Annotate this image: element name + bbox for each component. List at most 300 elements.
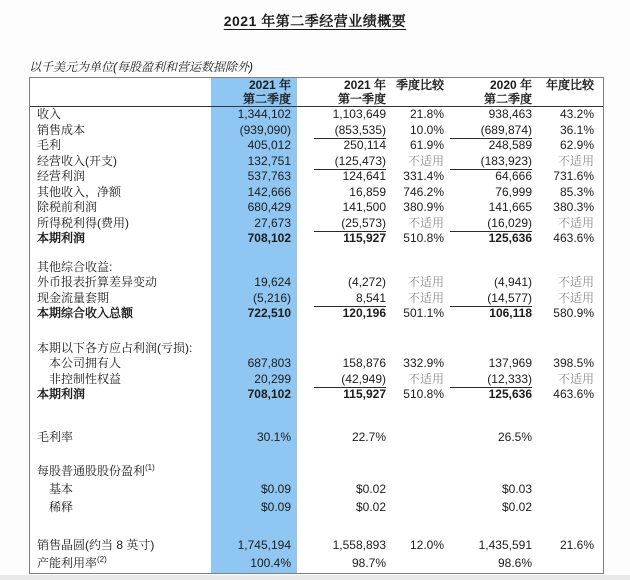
row-label	[30, 356, 211, 372]
cell-qoq-compare	[389, 498, 445, 517]
cell-qoq-compare: 不适用	[407, 290, 444, 305]
footnote-marker: (2)	[97, 555, 107, 564]
cell-value: 248,589	[488, 138, 532, 152]
row-label	[30, 322, 211, 341]
row-label	[30, 445, 211, 464]
cell-yoy-compare: 不适用	[557, 290, 594, 305]
cell-2021-q1	[297, 430, 389, 446]
cell-value: (853,535)	[314, 123, 386, 140]
cell-value: 106,118	[489, 306, 532, 320]
cell-2020-q2	[445, 306, 537, 322]
header-2021-q2-line1: 2021 年	[248, 78, 291, 92]
spacer-row	[30, 322, 603, 341]
cell-2020-q2	[445, 216, 537, 232]
cell-2021-q2	[211, 430, 297, 446]
row-label-text: 除税前利润	[37, 200, 98, 214]
cell-value: 722,510	[247, 306, 291, 320]
table-row	[30, 123, 603, 139]
row-label-text: 产能利用率	[37, 556, 98, 570]
cell-value: 142,666	[247, 184, 291, 199]
cell-qoq-compare: 10.0%	[409, 122, 444, 137]
cell-yoy-compare: 85.3%	[559, 184, 594, 199]
row-label-text: 本期综合收入总额	[37, 306, 134, 320]
cell-qoq-compare: 21.8%	[409, 107, 444, 121]
row-label	[30, 403, 211, 430]
cell-yoy-compare: 43.2%	[559, 107, 594, 121]
cell-2021-q1	[297, 216, 389, 232]
cell-2021-q1	[297, 231, 389, 247]
cell-value: 1,435,591	[478, 537, 532, 552]
cell-2020-q2	[445, 536, 537, 555]
cell-value: (14,577)	[450, 291, 532, 308]
cell-2021-q2	[211, 517, 297, 536]
cell-2020-q2	[445, 554, 537, 573]
cell-2020-q2	[445, 200, 537, 216]
cell-qoq-compare	[389, 445, 445, 464]
row-label	[30, 216, 211, 232]
table-row	[30, 107, 603, 123]
cell-value: 1,344,102	[237, 107, 291, 121]
header-2020-q2	[445, 78, 537, 106]
cell-2021-q2	[211, 247, 297, 260]
row-label	[30, 123, 211, 139]
cell-2021-q2	[211, 356, 297, 372]
table-body	[30, 107, 603, 573]
cell-value: 27,673	[213, 216, 291, 233]
cell-yoy-compare	[537, 322, 603, 341]
row-label-text: 每股普通股股份盈利	[37, 464, 146, 478]
cell-qoq-compare	[389, 464, 445, 480]
cell-2021-q2	[211, 123, 297, 139]
cell-value: 26.5%	[497, 429, 532, 444]
cell-yoy-compare: 731.6%	[553, 169, 594, 183]
cell-qoq-compare: 510.8%	[403, 231, 444, 245]
row-label	[30, 260, 211, 276]
spacer-row	[30, 403, 603, 430]
cell-value: 100.4%	[250, 556, 291, 570]
table-row	[30, 498, 603, 517]
header-2021-q1-line1: 2021 年	[343, 78, 386, 92]
row-label-text: 所得税利得(费用)	[37, 215, 129, 230]
cell-2021-q1	[297, 480, 389, 499]
row-label	[30, 554, 211, 573]
header-yoy-text: 年度比较	[545, 78, 594, 92]
cell-yoy-compare	[537, 403, 603, 430]
cell-yoy-compare	[537, 247, 603, 260]
cell-value: (125,473)	[314, 154, 386, 171]
cell-2021-q2	[211, 480, 297, 499]
cell-value: 680,429	[247, 200, 291, 214]
cell-value: 120,196	[342, 306, 386, 320]
row-label-text: 销售晶圆(约当 8 英寸)	[37, 537, 155, 552]
cell-value: 1,745,194	[237, 537, 291, 552]
row-label-text: 经营利润	[37, 169, 86, 183]
cell-2021-q1	[297, 185, 389, 201]
cell-qoq-compare: 380.9%	[403, 200, 444, 214]
spacer-row	[30, 445, 603, 464]
table-row	[30, 154, 603, 170]
cell-value: (183,923)	[450, 154, 532, 171]
cell-2020-q2	[445, 291, 537, 307]
cell-2021-q1	[297, 554, 389, 573]
cell-value: 98.6%	[497, 556, 532, 570]
cell-2020-q2	[445, 403, 537, 430]
table-row	[30, 480, 603, 499]
cell-2021-q2	[211, 403, 297, 430]
table-row	[30, 216, 603, 232]
row-label-text: 本公司拥有人	[49, 356, 122, 370]
cell-2021-q2	[211, 260, 297, 276]
cell-yoy-compare: 36.1%	[559, 122, 594, 137]
cell-2021-q1	[297, 387, 389, 403]
cell-yoy-compare: 398.5%	[553, 356, 594, 370]
cell-value: $0.03	[501, 481, 532, 496]
table-row	[30, 554, 603, 573]
table-row	[30, 387, 603, 403]
row-label-text: 稀释	[49, 500, 74, 514]
cell-value: 708,102	[247, 387, 291, 401]
row-label	[30, 372, 211, 388]
cell-value: 125,636	[488, 387, 532, 401]
header-2020-q2-line2: 第二季度	[483, 92, 532, 106]
cell-2021-q1	[297, 200, 389, 216]
table-row	[30, 275, 603, 291]
cell-qoq-compare: 510.8%	[403, 387, 444, 401]
row-label-text: 经营收入(开支)	[37, 153, 117, 168]
cell-yoy-compare: 580.9%	[553, 306, 594, 320]
page-title-text: 2021 年第二季经营业绩概要	[223, 13, 407, 29]
cell-2021-q1	[297, 403, 389, 430]
row-label	[30, 185, 211, 201]
cell-2020-q2	[445, 275, 537, 291]
cell-value: 132,751	[213, 154, 291, 171]
cell-2021-q1	[297, 536, 389, 555]
row-label	[30, 275, 211, 291]
table-row	[30, 291, 603, 307]
row-label	[30, 480, 211, 499]
table-header-row	[30, 78, 603, 107]
cell-2021-q2	[211, 464, 297, 480]
cell-2020-q2	[445, 498, 537, 517]
row-label-text: 其他收入，净额	[37, 184, 122, 199]
cell-2021-q1	[297, 341, 389, 357]
cell-value: 20,299	[213, 372, 291, 389]
page-title	[0, 11, 630, 31]
cell-qoq-compare: 不适用	[407, 215, 444, 230]
cell-value: $0.02	[501, 500, 532, 514]
cell-yoy-compare: 不适用	[557, 371, 594, 386]
cell-value: 250,114	[343, 138, 386, 152]
cell-qoq-compare	[389, 554, 445, 573]
cell-qoq-compare: 501.1%	[403, 306, 444, 320]
table-row	[30, 260, 603, 276]
cell-2020-q2	[445, 107, 537, 123]
cell-qoq-compare: 61.9%	[409, 138, 444, 152]
table-row	[30, 341, 603, 357]
row-label	[30, 498, 211, 517]
cell-yoy-compare: 463.6%	[553, 387, 594, 401]
cell-2021-q1	[297, 275, 389, 291]
row-label-text: 本期利润	[37, 231, 86, 245]
header-qoq-compare	[389, 78, 445, 106]
cell-value: (12,333)	[450, 372, 532, 389]
row-label-text: 其他综合收益:	[37, 259, 113, 274]
cell-value: 141,500	[342, 200, 386, 214]
cell-value: 124,641	[342, 169, 386, 183]
row-label-text: 销售成本	[37, 122, 86, 137]
table-row	[30, 356, 603, 372]
cell-value: 19,624	[254, 275, 291, 289]
row-label	[30, 291, 211, 307]
cell-value: 158,876	[342, 356, 386, 370]
cell-qoq-compare: 331.4%	[403, 169, 444, 183]
cell-value: 687,803	[247, 356, 291, 370]
row-label	[30, 200, 211, 216]
cell-2021-q1	[297, 107, 389, 123]
cell-2021-q2	[211, 107, 297, 123]
page-bottom-edge	[0, 575, 630, 580]
cell-yoy-compare	[537, 464, 603, 480]
cell-yoy-compare: 不适用	[557, 153, 594, 168]
table-row	[30, 169, 603, 185]
cell-2020-q2	[445, 387, 537, 403]
cell-value: (689,874)	[450, 123, 532, 140]
header-label-spacer	[30, 78, 211, 106]
cell-value: 115,927	[343, 231, 386, 245]
cell-value: 125,636	[488, 231, 532, 245]
cell-2020-q2	[445, 260, 537, 276]
row-label	[30, 247, 211, 260]
row-label-text: 本期以下各方应占利润(亏损):	[37, 340, 193, 355]
cell-2021-q2	[211, 387, 297, 403]
cell-2020-q2	[445, 322, 537, 341]
cell-value: 98.7%	[351, 556, 386, 570]
cell-value: 938,463	[488, 107, 532, 121]
cell-2021-q2	[211, 231, 297, 247]
cell-value: 141,665	[488, 200, 532, 214]
cell-value: 115,927	[343, 387, 386, 401]
cell-qoq-compare: 不适用	[407, 275, 444, 289]
cell-2021-q1	[297, 247, 389, 260]
cell-2020-q2	[445, 517, 537, 536]
cell-yoy-compare	[537, 341, 603, 357]
row-label-text: 毛利	[37, 138, 62, 152]
cell-value: (42,949)	[314, 372, 386, 389]
header-2021-q1-line2: 第一季度	[337, 92, 386, 106]
cell-2021-q1	[297, 260, 389, 276]
cell-2020-q2	[445, 464, 537, 480]
cell-2020-q2	[445, 480, 537, 499]
cell-2020-q2	[445, 341, 537, 357]
cell-value: (939,090)	[213, 123, 291, 140]
row-label	[30, 341, 211, 357]
cell-2021-q1	[297, 306, 389, 322]
table-row	[30, 372, 603, 388]
cell-value: 405,012	[247, 138, 291, 152]
cell-value: 8,541	[314, 291, 386, 308]
cell-qoq-compare: 746.2%	[403, 184, 444, 199]
cell-2021-q2	[211, 306, 297, 322]
row-label	[30, 536, 211, 555]
cell-yoy-compare	[537, 517, 603, 536]
header-2020-q2-line1: 2020 年	[489, 78, 532, 92]
cell-2021-q2	[211, 154, 297, 170]
cell-2021-q2	[211, 138, 297, 154]
cell-2021-q1	[297, 517, 389, 536]
cell-2021-q2	[211, 169, 297, 185]
cell-yoy-compare: 62.9%	[559, 138, 594, 152]
cell-value: 30.1%	[256, 429, 291, 444]
cell-value: $0.02	[355, 500, 386, 514]
row-label-text: 毛利率	[37, 429, 74, 444]
financial-summary-table	[29, 77, 604, 574]
cell-value: $0.09	[260, 500, 291, 514]
unit-note: 以千美元为单位(每股盈利和营运数据除外)	[29, 60, 253, 74]
table-row	[30, 185, 603, 201]
cell-2020-q2	[445, 430, 537, 446]
table-row	[30, 138, 603, 154]
cell-2021-q1	[297, 464, 389, 480]
cell-yoy-compare	[537, 445, 603, 464]
header-yoy-compare	[537, 78, 603, 106]
row-label-text: 基本	[49, 481, 74, 496]
cell-2021-q1	[297, 322, 389, 341]
cell-value: 537,763	[247, 169, 291, 183]
cell-2021-q2	[211, 322, 297, 341]
cell-value: 76,999	[495, 184, 532, 199]
spacer-row	[30, 247, 603, 260]
cell-2020-q2	[445, 185, 537, 201]
table-row	[30, 231, 603, 247]
cell-2020-q2	[445, 247, 537, 260]
cell-2021-q2	[211, 498, 297, 517]
cell-value: 16,859	[349, 184, 386, 199]
header-2021-q1	[297, 78, 389, 106]
header-2021-q2-line2: 第二季度	[242, 92, 291, 106]
row-label	[30, 517, 211, 536]
row-label	[30, 231, 211, 247]
cell-value: (16,029)	[450, 216, 532, 233]
row-label-text: 本期利润	[37, 387, 86, 401]
cell-value: 64,666	[495, 169, 532, 183]
cell-2020-q2	[445, 231, 537, 247]
cell-2021-q1	[297, 445, 389, 464]
cell-value: $0.09	[260, 481, 291, 496]
cell-2020-q2	[445, 445, 537, 464]
table-row	[30, 200, 603, 216]
cell-2021-q1	[297, 356, 389, 372]
cell-value: 708,102	[247, 231, 291, 245]
cell-qoq-compare	[389, 247, 445, 260]
cell-2021-q2	[211, 372, 297, 388]
cell-2020-q2	[445, 138, 537, 154]
cell-yoy-compare: 463.6%	[553, 231, 594, 245]
header-2021-q2	[211, 78, 297, 106]
footnote-marker: (1)	[145, 463, 155, 472]
cell-qoq-compare	[389, 403, 445, 430]
cell-value: 137,969	[488, 356, 532, 370]
cell-value: $0.02	[355, 481, 386, 496]
cell-qoq-compare	[389, 517, 445, 536]
cell-2021-q2	[211, 291, 297, 307]
cell-yoy-compare: 不适用	[557, 275, 594, 289]
cell-qoq-compare	[389, 322, 445, 341]
cell-qoq-compare: 332.9%	[403, 356, 444, 370]
cell-value: (4,272)	[347, 275, 386, 289]
cell-2020-q2	[445, 356, 537, 372]
cell-2021-q2	[211, 200, 297, 216]
cell-2021-q1	[297, 154, 389, 170]
cell-yoy-compare	[537, 498, 603, 517]
cell-2021-q1	[297, 123, 389, 139]
cell-yoy-compare	[537, 260, 603, 276]
cell-2021-q1	[297, 138, 389, 154]
cell-yoy-compare	[537, 430, 603, 446]
cell-2021-q2	[211, 554, 297, 573]
cell-2020-q2	[445, 123, 537, 139]
cell-value: (4,941)	[493, 275, 532, 289]
spacer-row	[30, 517, 603, 536]
cell-yoy-compare	[537, 554, 603, 573]
cell-yoy-compare: 不适用	[557, 215, 594, 230]
cell-value: 1,103,649	[332, 107, 386, 121]
cell-2021-q1	[297, 291, 389, 307]
header-qoq-text: 季度比较	[395, 78, 444, 92]
cell-2021-q2	[211, 185, 297, 201]
cell-2021-q2	[211, 216, 297, 232]
cell-qoq-compare	[389, 480, 445, 499]
cell-2020-q2	[445, 169, 537, 185]
row-label	[30, 387, 211, 403]
row-label-text: 收入	[37, 107, 62, 121]
row-label	[30, 464, 211, 480]
row-label	[30, 306, 211, 322]
cell-yoy-compare	[537, 480, 603, 499]
cell-value: (5,216)	[213, 291, 291, 308]
row-label-text: 外币报表折算差异变动	[37, 275, 158, 289]
row-label	[30, 169, 211, 185]
table-row	[30, 306, 603, 322]
cell-value: 1,558,893	[332, 537, 386, 552]
row-label	[30, 154, 211, 170]
cell-2021-q2	[211, 275, 297, 291]
cell-value: 22.7%	[351, 429, 386, 444]
cell-qoq-compare: 不适用	[407, 371, 444, 386]
cell-qoq-compare	[389, 430, 445, 446]
cell-2021-q2	[211, 445, 297, 464]
cell-2021-q1	[297, 498, 389, 517]
cell-2020-q2	[445, 154, 537, 170]
cell-2020-q2	[445, 372, 537, 388]
row-label-text: 现金流量套期	[37, 290, 110, 305]
row-label	[30, 138, 211, 154]
cell-2021-q1	[297, 372, 389, 388]
cell-2021-q2	[211, 536, 297, 555]
cell-2021-q2	[211, 341, 297, 357]
row-label	[30, 430, 211, 446]
table-row	[30, 464, 603, 480]
row-label-text: 非控制性权益	[49, 371, 122, 386]
cell-qoq-compare: 不适用	[407, 153, 444, 168]
table-row	[30, 430, 603, 446]
cell-2021-q1	[297, 169, 389, 185]
row-label	[30, 107, 211, 123]
cell-yoy-compare: 21.6%	[559, 537, 594, 552]
cell-qoq-compare: 12.0%	[409, 537, 444, 552]
cell-qoq-compare	[389, 341, 445, 357]
cell-value: (25,573)	[314, 216, 386, 233]
cell-qoq-compare	[389, 260, 445, 276]
